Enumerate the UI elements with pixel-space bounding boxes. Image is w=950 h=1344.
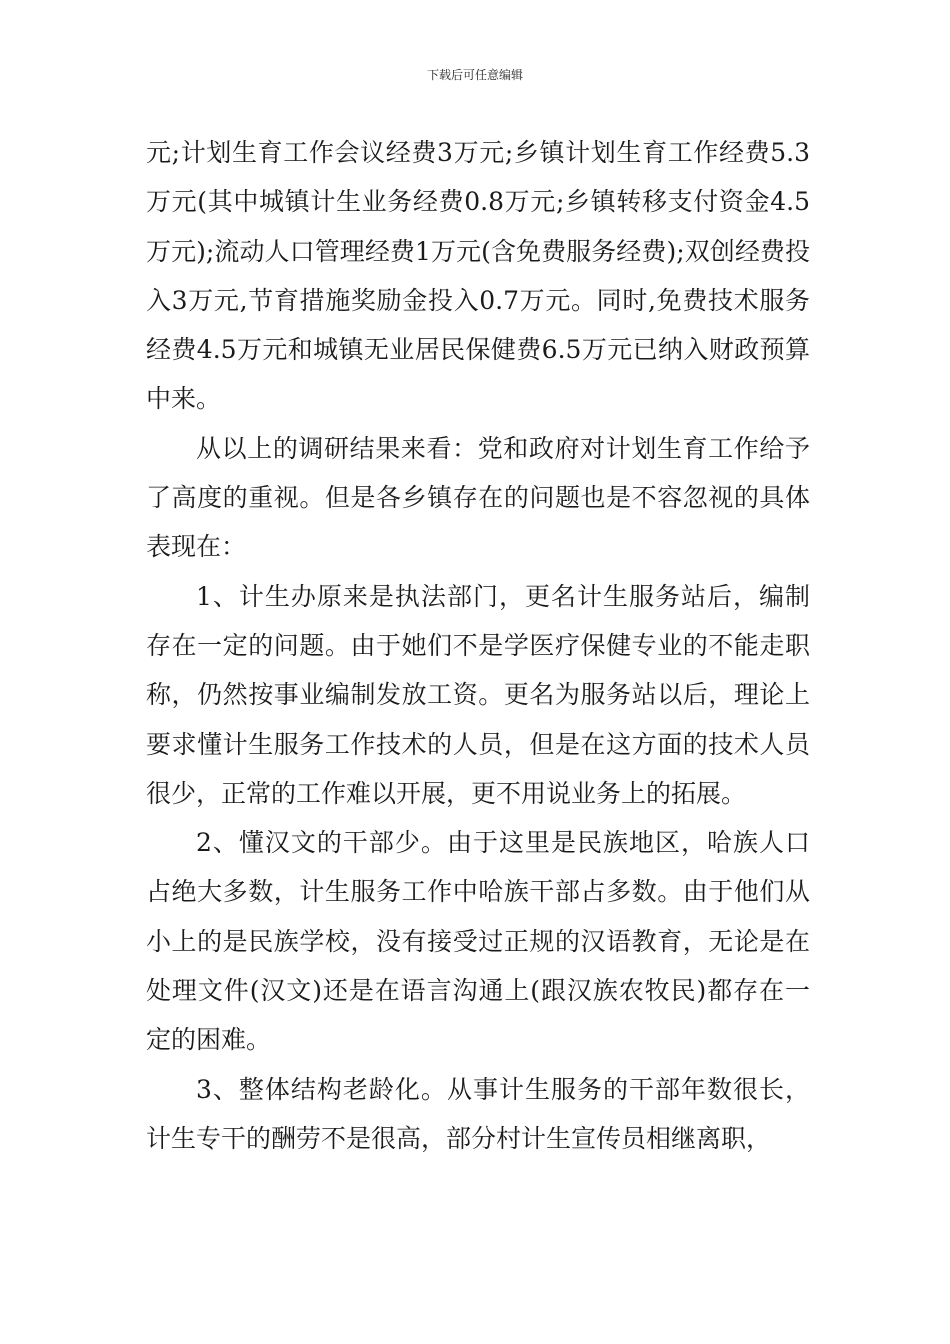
document-body (146, 128, 810, 1163)
paragraph-issue-1: 1、计生办原来是执法部门，更名计生服务站后，编制存在一定的问题。由于她们不是学医疗保健专业的不能走职称，仍然按事业编制发放工资。更名为服务站以后，理论上要求懂计生服务工作技术的人员，但是在这方面的技术人员很少，正常的工作难以开展，更不用说业务上的拓展。 (146, 581, 810, 808)
paragraph-issue-2: 2、懂汉文的干部少。由于这里是民族地区，哈族人口占绝大多数，计生服务工作中哈族干部占多数。由于他们从小上的是民族学校，没有接受过正规的汉语教育，无论是在处理文件(汉文)还是在语言沟通上(跟汉族农牧民)都存在一定的困难。 (146, 828, 810, 1055)
paragraph-issue-3: 3、整体结构老龄化。从事计生服务的干部年数很长，计生专干的酬劳不是很高，部分村计生宣传员相继离职， (146, 1074, 810, 1153)
page-header: 下载后可任意编辑 (426, 68, 523, 82)
paragraph-budget: 元;计划生育工作会议经费3万元;乡镇计划生育工作经费5.3万元(其中城镇计生业务经费0.8万元;乡镇转移支付资金4.5万元);流动人口管理经费1万元(含免费服务经费);双创经费投入3万元,节育措施奖励金投入0.7万元。同时,免费技术服务经费4.5万元和城镇无业居民保健费6.5万元已纳入财政预算中来。 (146, 138, 810, 414)
paragraph-findings-intro: 从以上的调研结果来看：党和政府对计划生育工作给予了高度的重视。但是各乡镇存在的问题也是不容忽视的具体表现在： (146, 433, 810, 562)
